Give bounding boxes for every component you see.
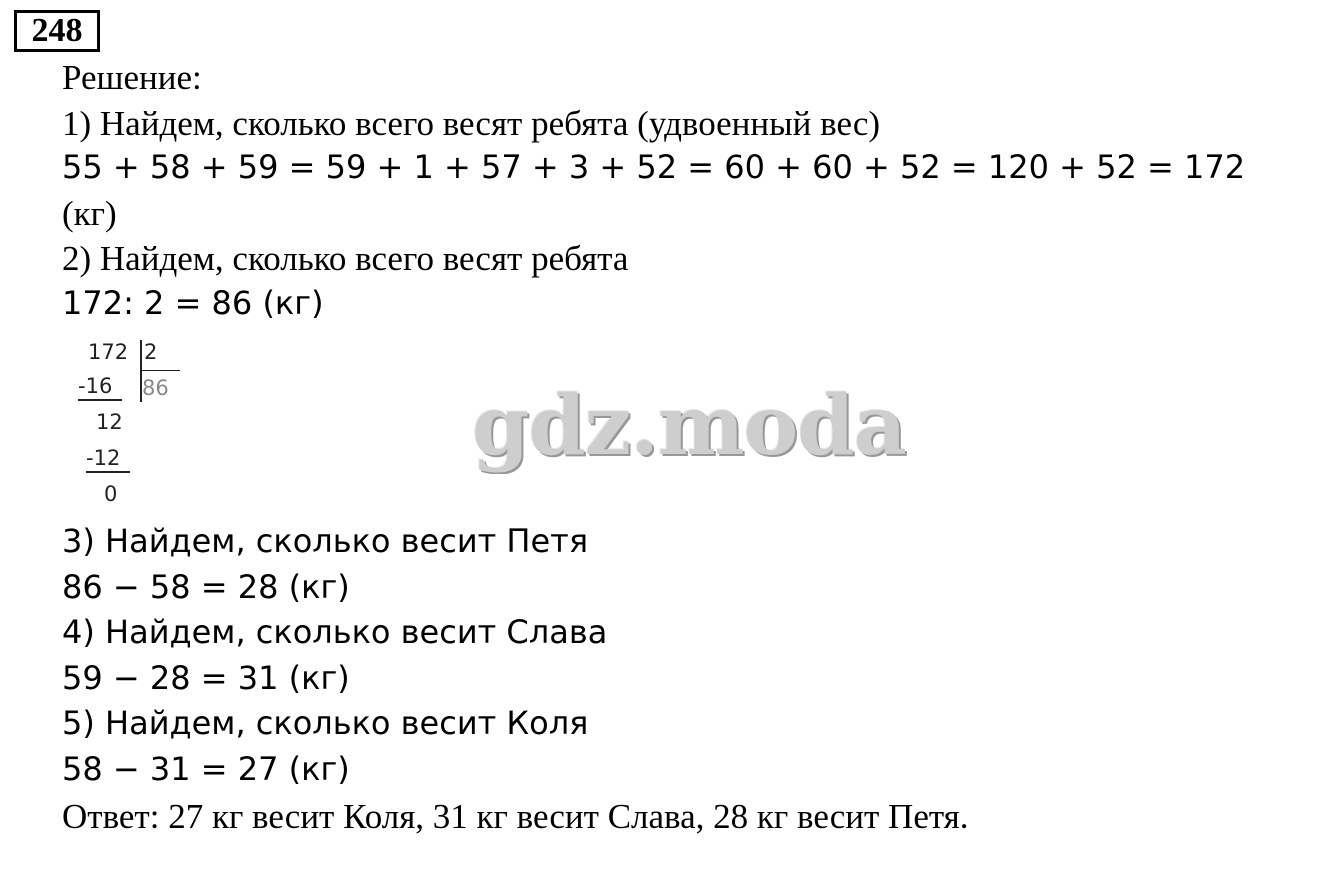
division-underline-1 bbox=[78, 399, 122, 401]
long-division bbox=[78, 336, 188, 508]
step3-math: 86 − 58 = 28 (кг) bbox=[62, 568, 350, 606]
division-remainder-1: 12 bbox=[96, 410, 123, 434]
solution-heading: Решение: bbox=[62, 58, 202, 97]
step4-text: 4) Найдем, сколько весит Слава bbox=[62, 613, 608, 651]
step1-math: 55 + 58 + 59 = 59 + 1 + 57 + 3 + 52 = 60 + 60 + 52 = 120 + 52 = 172 bbox=[62, 148, 1246, 186]
step1-text: 1) Найдем, сколько всего весят ребята (удвоенный вес) bbox=[62, 104, 881, 143]
division-underline-2 bbox=[86, 471, 130, 473]
step4-math: 59 − 28 = 31 (кг) bbox=[62, 659, 350, 697]
division-quotient: 86 bbox=[142, 376, 169, 400]
division-subtrahend-2: -12 bbox=[86, 446, 121, 470]
step2-math: 172: 2 = 86 (кг) bbox=[62, 284, 324, 322]
problem-number: 248 bbox=[14, 10, 100, 52]
watermark-logo: gdz.moda bbox=[472, 378, 906, 474]
division-subtrahend-1: -16 bbox=[78, 374, 113, 398]
answer-line: Ответ: 27 кг весит Коля, 31 кг весит Слава, 28 кг весит Петя. bbox=[62, 797, 969, 836]
step3-text: 3) Найдем, сколько весит Петя bbox=[62, 522, 589, 560]
division-remainder-2: 0 bbox=[104, 482, 118, 506]
division-vertical-bar bbox=[140, 340, 142, 402]
step1-unit: (кг) bbox=[62, 194, 117, 233]
division-divisor: 2 bbox=[144, 340, 158, 364]
step2-text: 2) Найдем, сколько всего весят ребята bbox=[62, 239, 629, 278]
division-dividend: 172 bbox=[88, 340, 129, 364]
division-quotient-bar bbox=[140, 370, 180, 371]
step5-text: 5) Найдем, сколько весит Коля bbox=[62, 704, 589, 742]
step5-math: 58 − 31 = 27 (кг) bbox=[62, 750, 350, 788]
